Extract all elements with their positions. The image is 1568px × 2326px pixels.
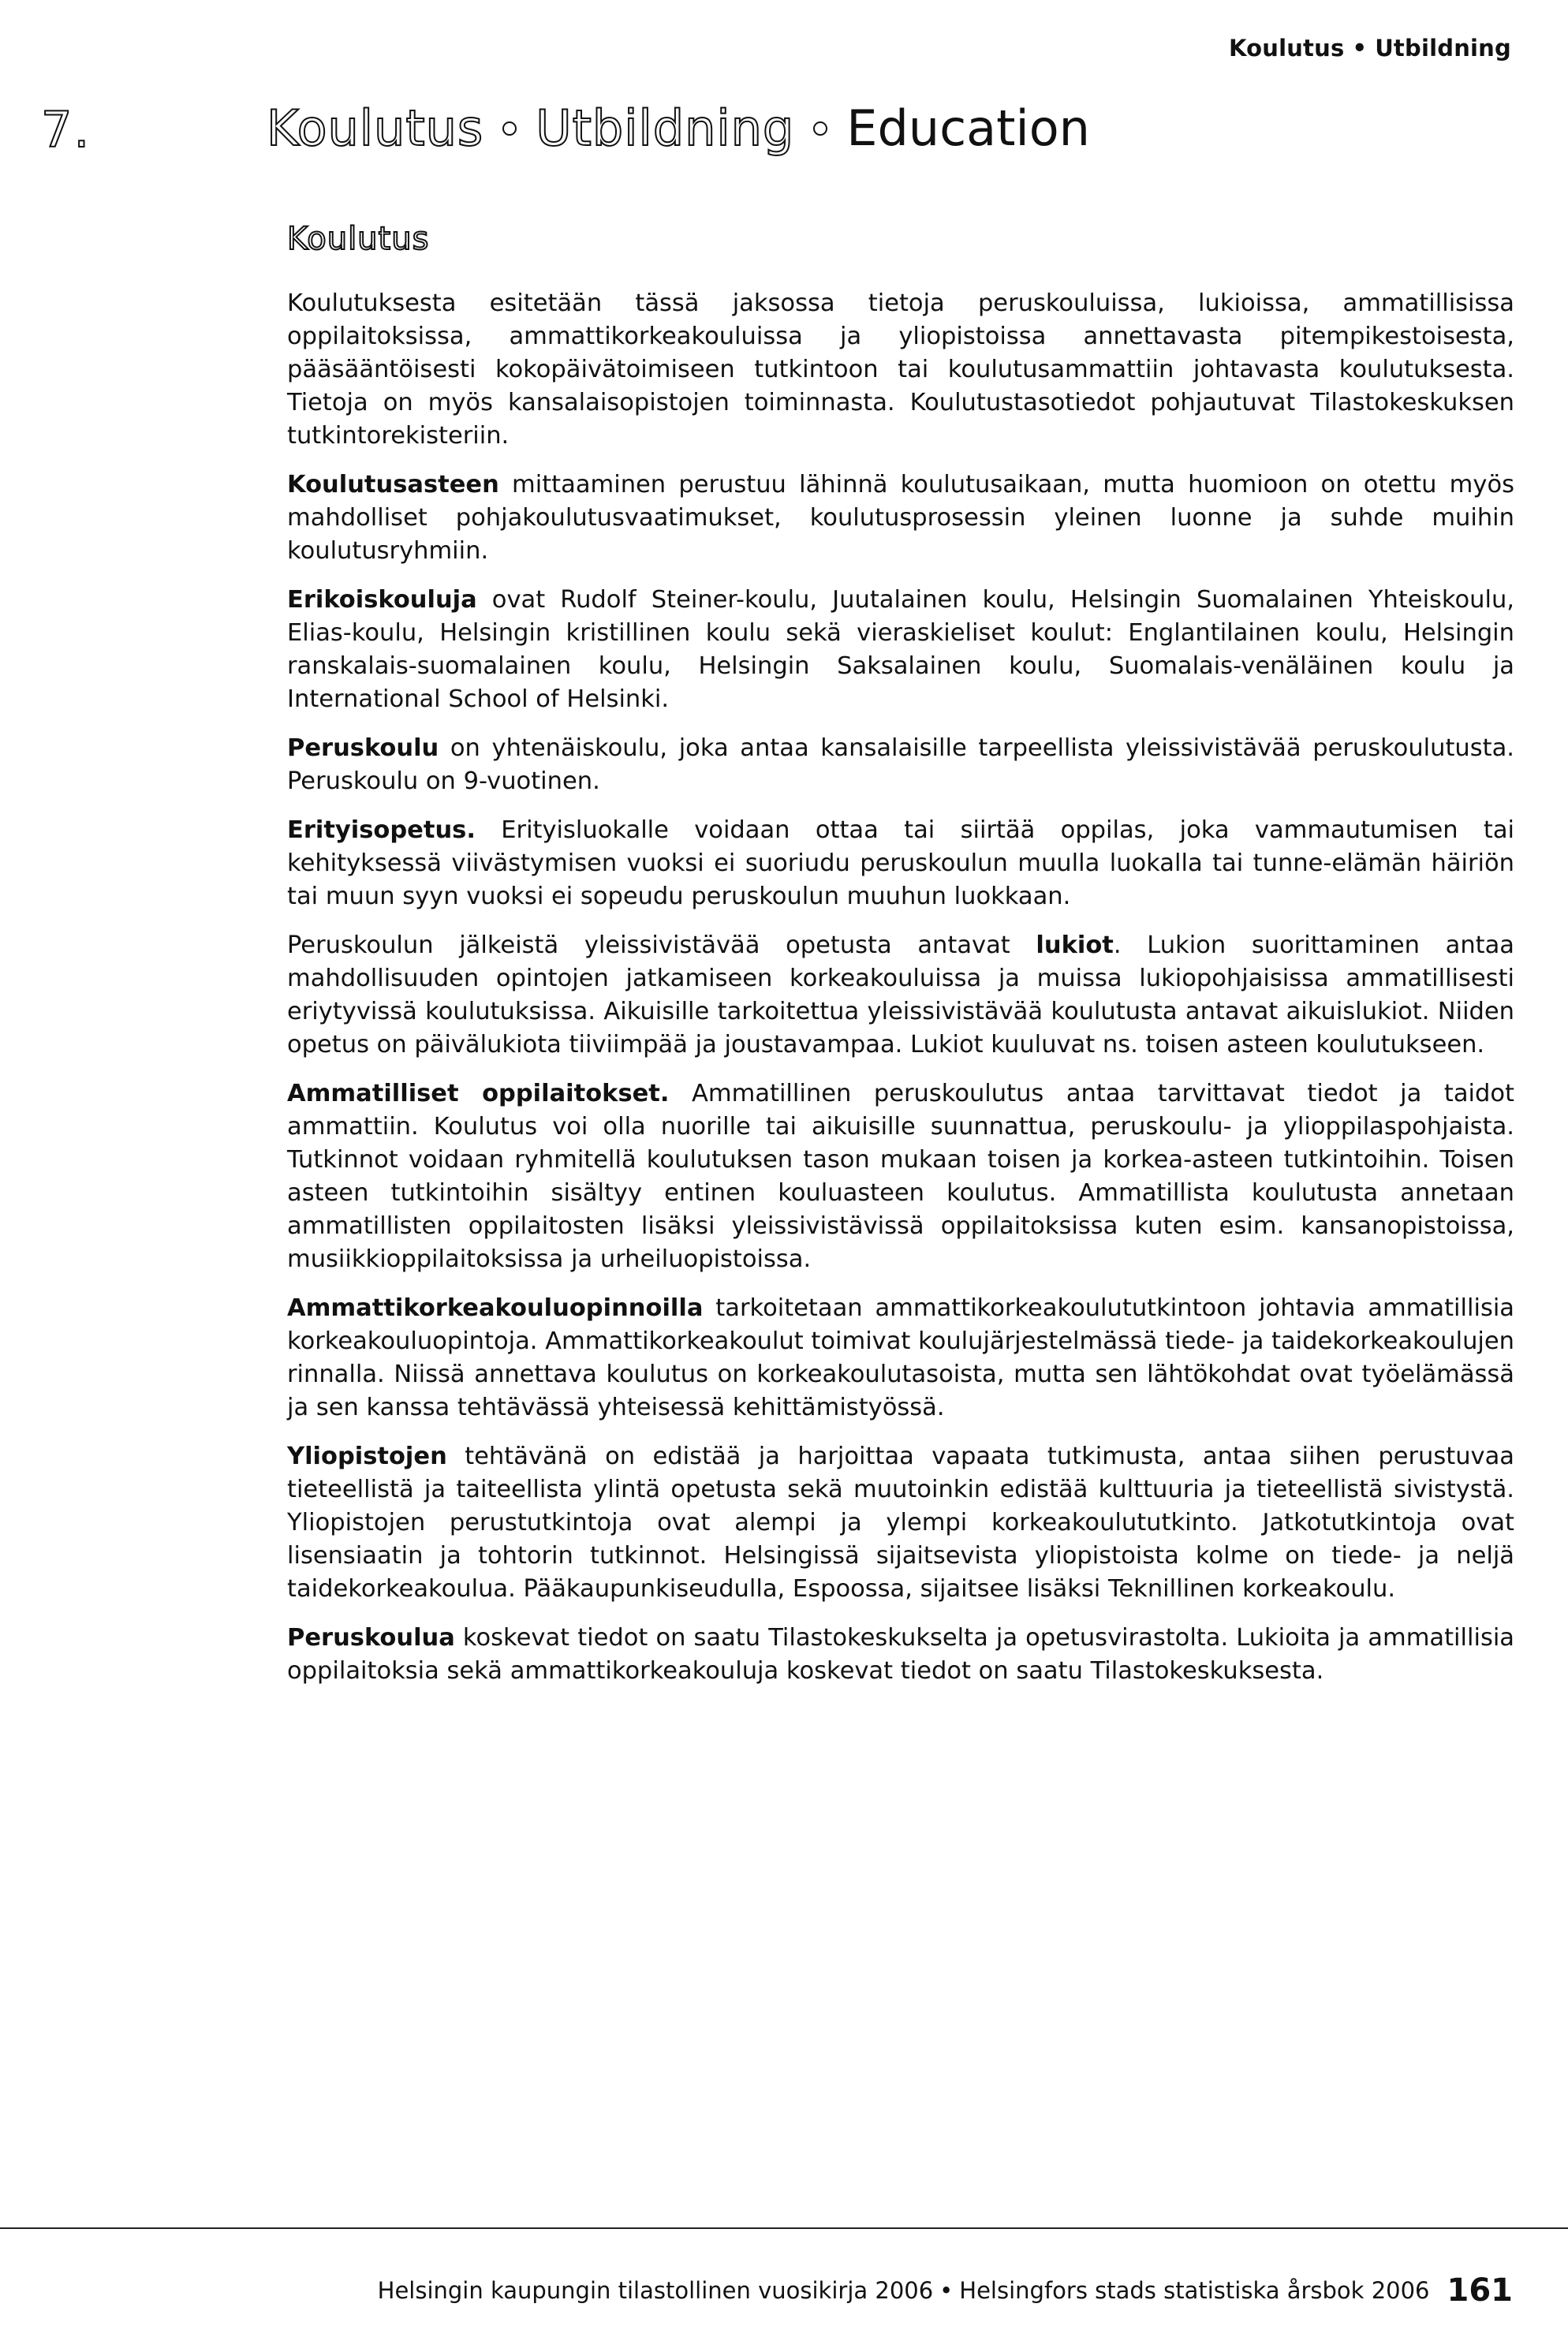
paragraph-erikoiskoulut: [287, 584, 1514, 716]
paragraph-text: koskevat tiedot on saatu Tilastokeskukselta ja opetusvirastolta. Lukioita ja ammatillisia oppilaitoksia sekä ammattikorkeakouluja koskevat tiedot on saatu Tilastokeskuksesta.: [287, 1624, 1514, 1685]
paragraph-lead: Erityisopetus.: [287, 816, 476, 844]
paragraph-lead: Koulutusasteen: [287, 471, 499, 498]
paragraph-lead: Peruskoulua: [287, 1624, 455, 1652]
chapter-title-fi: Koulutus: [267, 99, 484, 157]
paragraph-pre: Peruskoulun jälkeistä yleissivistävää opetusta antavat: [287, 932, 1036, 959]
footer-divider: [0, 2227, 1568, 2229]
paragraph-lead: Ammattikorkeakouluopinnoilla: [287, 1294, 704, 1322]
paragraph-text: Koulutuksesta esitetään tässä jaksossa tietoja peruskouluissa, lukioissa, ammatillisissa oppilaitoksissa, ammattikorkeakouluissa ja yliopistoissa annettavasta pitempikestoisesta, pääsääntöisesti kokopäivätoimiseen tutkintoon tai koulutusammattiin johtavasta koulutuksesta. Tietoja on myös kansalaisopistojen toiminnasta. Koulutustasotiedot pohjautuvat Tilastokeskuksen tutkintorekisteriin.: [287, 289, 1514, 450]
running-header: [1229, 35, 1511, 62]
paragraph-text: mittaaminen perustuu lähinnä koulutusaikaan, mutta huomioon on otettu myös mahdolliset pohjakoulutusvaatimukset, koulutusprosessin yleinen luonne ja suhde muihin koulutusryhmiin.: [287, 471, 1514, 565]
paragraph-text: Ammatillinen peruskoulutus antaa tarvittavat tiedot ja taidot ammattiin. Koulutus voi olla nuorille tai aikuisille suunnattua, peruskoulu- ja ylioppilaspohjaista. Tutkinnot voidaan ryhmitellä koulutuksen tason mukaan toisen ja korkea-asteen tutkintoihin. Toisen asteen tutkintoihin sisältyy entinen kouluasteen koulutus. Ammatillista koulutusta annetaan ammatillisten oppilaitosten lisäksi yleissivistävissä oppilaitoksissa kuten esim. kansanopistoissa, musiikkioppilaitoksissa ja urheiluopistoissa.: [287, 1080, 1514, 1273]
chapter-title: [267, 99, 1090, 157]
footer-title-sv: Helsingfors stads statistiska årsbok 2006: [959, 2277, 1430, 2304]
paragraph-lead: Peruskoulu: [287, 734, 439, 762]
paragraph-text: . Lukion suorittaminen antaa mahdollisuuden opintojen jatkamiseen korkeakouluissa ja muissa lukiopohjaisissa ammatillisesti eriytyvissä koulutuksissa. Aikuisille tarkoitettua yleissivistävää koulutusta antavat aikuislukiot. Niiden opetus on päivälukiota tiiviimpää ja joustavampaa. Lukiot kuuluvat ns. toisen asteen koulutukseen.: [287, 932, 1514, 1058]
paragraph-lukiot: [287, 929, 1514, 1062]
paragraph-ammatilliset: [287, 1077, 1514, 1276]
paragraph-koulutusaste: [287, 469, 1514, 568]
chapter-title-sv: Utbildning: [536, 99, 795, 157]
circle-separator-icon: [813, 121, 827, 136]
chapter-number: 7.: [41, 101, 91, 159]
paragraph-erityisopetus: [287, 814, 1514, 913]
page-footer: [377, 2270, 1513, 2309]
section-heading: Koulutus: [287, 221, 430, 257]
paragraph-yliopistot: [287, 1440, 1514, 1606]
running-header-sv: Utbildning: [1375, 35, 1511, 62]
paragraph-amk: [287, 1292, 1514, 1424]
chapter-title-en: Education: [846, 99, 1090, 157]
footer-title-fi: Helsingin kaupungin tilastollinen vuosikirja 2006: [377, 2277, 934, 2304]
paragraph-text: tehtävänä on edistää ja harjoittaa vapaata tutkimusta, antaa siihen perustuvaa tieteellistä ja taiteellista ylintä opetusta sekä muutoinkin edistää kulttuuria ja tieteellistä sivistystä. Yliopistojen perustutkintoja ovat alempi ja ylempi korkeakoulututkinto. Jatkotutkintoja ovat lisensiaatin ja tohtorin tutkinnot. Helsingissä sijaitsevista yliopistoista kolme on tiede- ja neljä taidekorkeakoulua. Pääkaupunkiseudulla, Espoossa, sijaitsee lisäksi Teknillinen korkeakoulu.: [287, 1443, 1514, 1603]
paragraph-text: on yhtenäiskoulu, joka antaa kansalaisille tarpeellista yleissivistävää peruskoulutusta. Peruskoulu on 9-vuotinen.: [287, 734, 1514, 795]
paragraph-text: tarkoitetaan ammattikorkeakoulututkintoon johtavia ammatillisia korkeakouluopintoja. Ammattikorkeakoulut toimivat koulujärjestelmässä tiede- ja taidekorkeakoulujen rinnalla. Niissä annettava koulutus on korkeakoulutasoista, mutta sen lähtökohdat ovat työelämässä ja sen kanssa tehtävässä yhteisessä kehittämistyössä.: [287, 1294, 1514, 1421]
running-header-separator: •: [1352, 35, 1368, 62]
paragraph-text: ovat Rudolf Steiner-koulu, Juutalainen koulu, Helsingin Suomalainen Yhteiskoulu, Elias-koulu, Helsingin kristillinen koulu sekä vieraskieliset koulut: Englantilainen koulu, Helsingin ranskalais-suomalainen koulu, Helsingin Saksalainen koulu, Suomalais-venäläinen koulu ja International School of Helsinki.: [287, 586, 1514, 713]
paragraph-text: Erityisluokalle voidaan ottaa tai siirtää oppilas, joka vammautumisen tai kehityksessä viivästymisen vuoksi ei suoriudu peruskoulun muulla luokalla tai tunne-elämän häiriön tai muun syyn vuoksi ei sopeudu peruskoulun muuhun luokkaan.: [287, 816, 1514, 910]
paragraph-lead: Yliopistojen: [287, 1443, 447, 1470]
paragraph-lahteet: [287, 1622, 1514, 1688]
page-number: 161: [1447, 2272, 1513, 2309]
body-text: [287, 287, 1514, 1704]
running-header-fi: Koulutus: [1228, 35, 1345, 62]
paragraph-intro: [287, 287, 1514, 453]
circle-separator-icon: [502, 121, 517, 136]
paragraph-peruskoulu: [287, 732, 1514, 798]
footer-separator: •: [939, 2277, 954, 2304]
paragraph-lead: lukiot: [1036, 932, 1114, 959]
paragraph-lead: Ammatilliset oppilaitokset.: [287, 1080, 670, 1107]
paragraph-lead: Erikoiskouluja: [287, 586, 477, 614]
